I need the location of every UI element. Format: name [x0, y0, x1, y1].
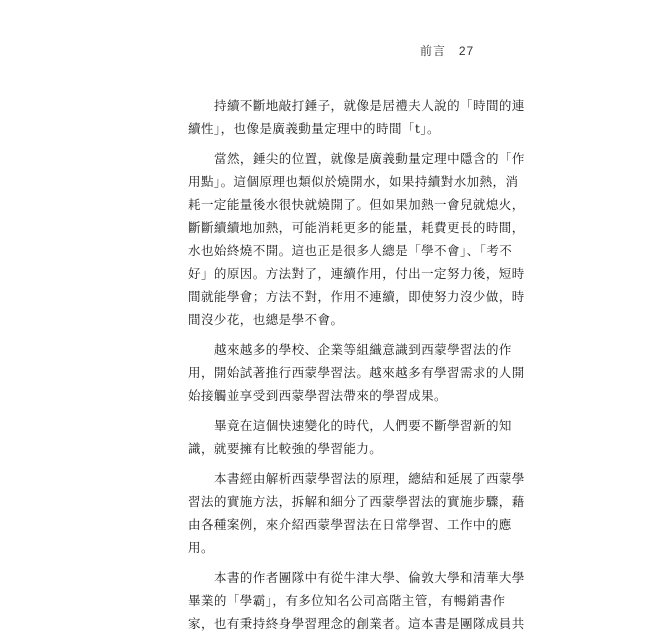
text-line: 間就能學會；方法不對，作用不連續，即使努力沒少做，時 — [188, 289, 525, 304]
text-line: 識，就要擁有比較強的學習能力。 — [188, 441, 383, 456]
text-line: 好」的原因。方法對了，連續作用，付出一定努力後，短時 — [188, 266, 525, 281]
text-line: 用點」。這個原理也類似於燒開水，如果持續對水加熱，消 — [188, 174, 519, 189]
text-line: 畢竟在這個快速變化的時代，人們要不斷學習新的知 — [214, 418, 512, 433]
text-line: 間沒少花，也總是學不會。 — [188, 312, 344, 327]
text-line: 斷斷續續地加熱，可能消耗更多的能量，耗費更長的時間， — [188, 220, 525, 235]
text-line: 持續不斷地敲打錘子，就像是居禮夫人說的「時間的連 — [214, 98, 525, 113]
page-number: 27 — [458, 44, 475, 58]
text-line: 當然，錘尖的位置，就像是廣義動量定理中隱含的「作 — [214, 151, 525, 166]
body-text — [188, 94, 525, 642]
paragraph — [188, 414, 512, 460]
text-line: 畢業的「學霸」，有多位知名公司高階主管，有暢銷書作 — [188, 593, 506, 608]
running-header — [420, 42, 474, 59]
text-line: 習法的實施方法，拆解和細分了西蒙學習法的實施步驟，藉 — [188, 494, 525, 509]
text-line: 水也始終燒不開。這也正是很多人總是「學不會」、「考不 — [188, 243, 513, 258]
text-line: 用。 — [188, 540, 214, 555]
paragraph — [188, 467, 525, 559]
paragraph — [188, 147, 525, 331]
text-line: 本書的作者團隊中有從牛津大學、倫敦大學和清華大學 — [214, 570, 525, 585]
text-line: 本書經由解析西蒙學習法的原理，總結和延展了西蒙學 — [214, 471, 525, 486]
text-line: 越來越多的學校、企業等組織意識到西蒙學習法的作 — [214, 342, 512, 357]
text-line: 由各種案例，來介紹西蒙學習法在日常學習、工作中的應 — [188, 517, 512, 532]
text-line: 續性」，也像是廣義動量定理中的時間「t」。 — [188, 121, 440, 136]
paragraph — [188, 94, 525, 140]
text-line: 用，開始試著推行西蒙學習法。越來越多有學習需求的人開 — [188, 365, 525, 380]
paragraph — [188, 338, 525, 407]
text-line: 耗一定能量後水很快就燒開了。但如果加熱一會兒就熄火， — [188, 197, 525, 212]
paragraph — [188, 566, 525, 635]
text-line: 始接觸並享受到西蒙學習法帶來的學習成果。 — [188, 388, 448, 403]
text-line: 家，也有秉持終身學習理念的創業者。這本書是團隊成員共 — [188, 616, 525, 631]
header-title: 前言 — [420, 44, 447, 58]
